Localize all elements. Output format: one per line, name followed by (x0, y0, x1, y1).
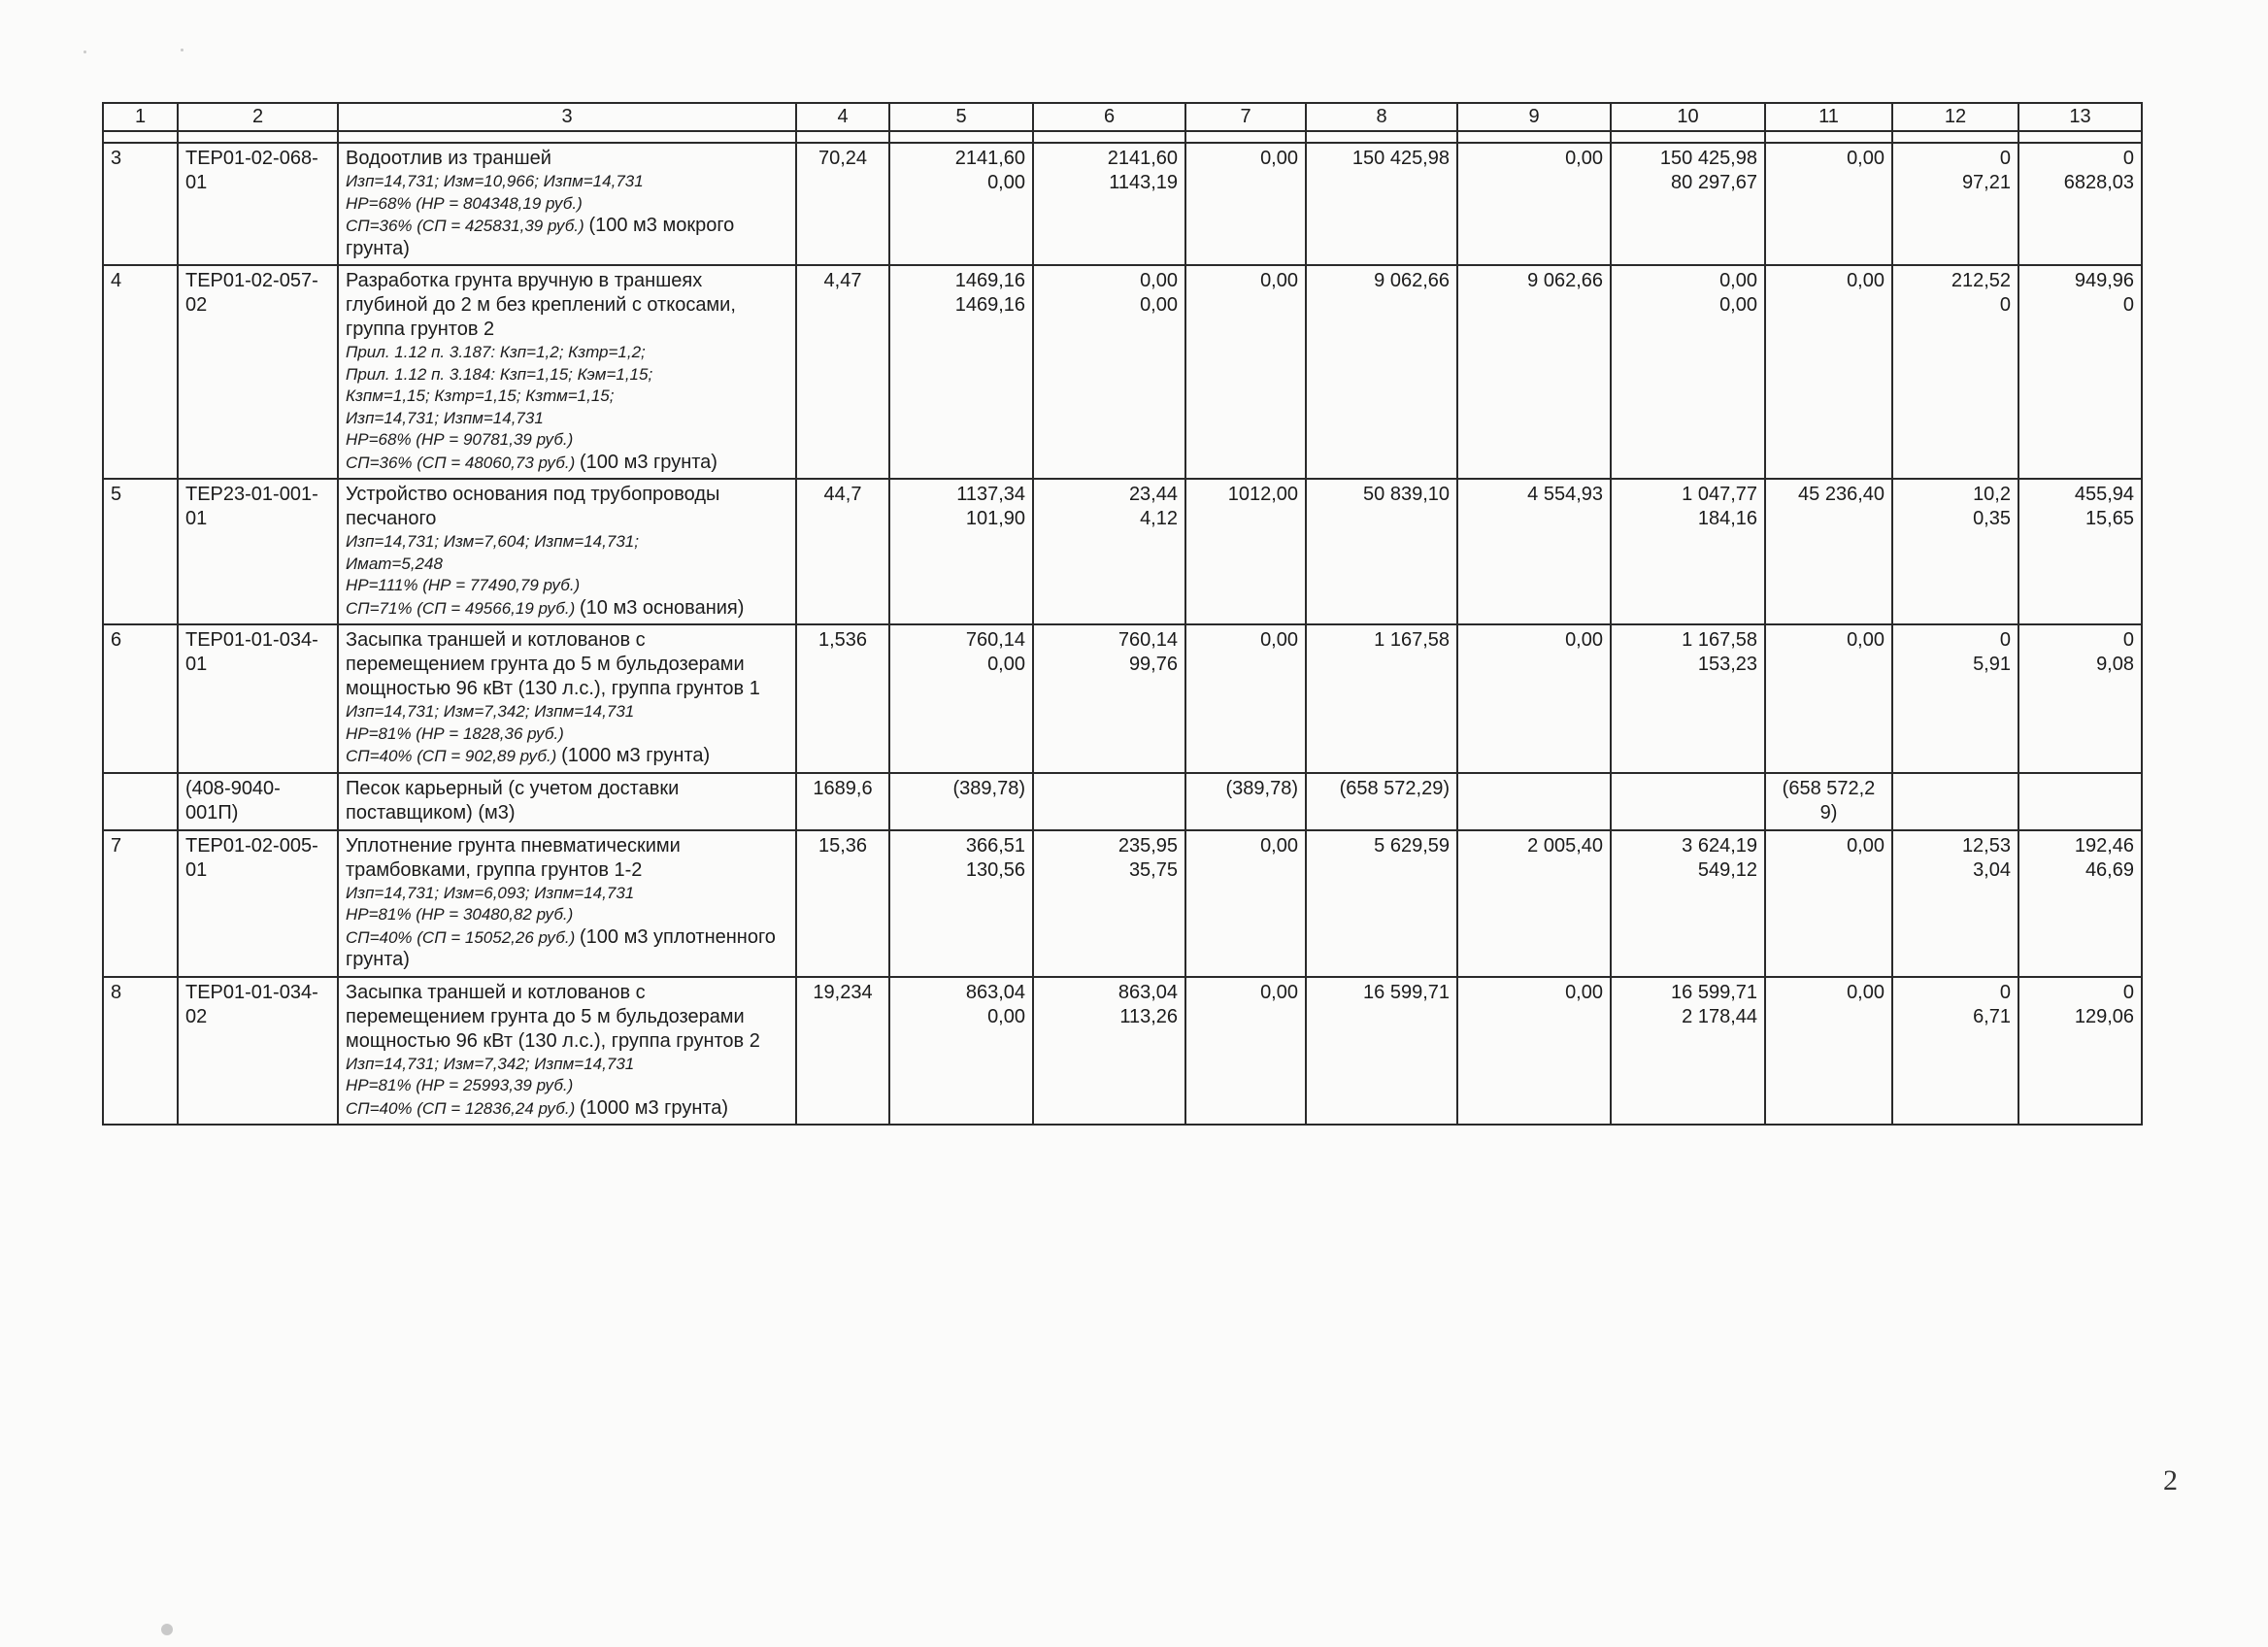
value-line: 99,76 (1128, 654, 1178, 675)
work-description-cell (338, 143, 796, 265)
value-line: 1469,16 (954, 270, 1025, 291)
value-cell-c5 (889, 624, 1033, 773)
value-line: (389,78) (1225, 777, 1298, 799)
value-cell-c9 (1457, 265, 1611, 479)
value-cell-c7 (1185, 977, 1306, 1126)
value-cell-c8 (1306, 830, 1457, 977)
value-line: 5 629,59 (1374, 834, 1450, 857)
work-name: Водоотлив из траншей (346, 148, 551, 169)
value-line: 2 005,40 (1527, 834, 1603, 857)
value-cell-c13 (2018, 479, 2142, 624)
value-line: 46,69 (2085, 858, 2134, 881)
value-line: 1 167,58 (1374, 629, 1450, 651)
column-number-cell: 12 (1892, 103, 2018, 131)
value-cell-c12 (1892, 479, 2018, 624)
work-description-cell (338, 265, 796, 479)
value-line: 9 062,66 (1374, 270, 1450, 291)
value-cell-c11 (1765, 830, 1892, 977)
spacer-cell (1457, 131, 1611, 143)
coefficient-line: НР=81% (НР = 30480,82 руб.) (346, 905, 574, 924)
value-cell-c5 (889, 143, 1033, 265)
value-cell-c13 (2018, 773, 2142, 830)
coefficient-line: Кзпм=1,15; Кзтр=1,15; Кзтм=1,15; (346, 387, 615, 405)
value-line: 50 839,10 (1363, 484, 1450, 505)
value-line: 0,00 (1847, 148, 1884, 169)
coefficient-line: СП=40% (СП = 12836,24 руб.) (1000 м3 грунта) (346, 1096, 729, 1119)
value-line: 153,23 (1697, 654, 1757, 675)
quantity-cell: 4,47 (796, 265, 889, 479)
value-line: 0 (2122, 981, 2134, 1003)
work-name: Песок карьерный (с учетом доставки поставщиком) (м3) (346, 777, 680, 824)
value-cell-c12 (1892, 624, 2018, 773)
value-line: 9 062,66 (1527, 270, 1603, 291)
coefficient-line: Изп=14,731; Изм=7,342; Изпм=14,731 (346, 702, 635, 721)
value-line: 0,00 (1847, 834, 1884, 857)
column-number-cell: 8 (1306, 103, 1457, 131)
value-line: 0,00 (1260, 981, 1298, 1003)
coefficient-line: Изп=14,731; Изм=10,966; Изпм=14,731 (346, 172, 644, 190)
value-line: 16 599,71 (1363, 981, 1450, 1003)
value-line: 0,00 (987, 654, 1025, 675)
measure-unit: (100 м3 мокрого грунта) (346, 215, 735, 259)
value-line: 192,46 (2074, 834, 2134, 857)
row-number-cell (103, 773, 178, 830)
spacer-cell (1185, 131, 1306, 143)
value-cell-c10 (1611, 830, 1765, 977)
value-line: 549,12 (1697, 858, 1757, 881)
value-cell-c13 (2018, 830, 2142, 977)
row-number-cell: 8 (103, 977, 178, 1126)
value-line: 3 624,19 (1682, 834, 1757, 857)
coefficient-line: СП=40% (СП = 15052,26 руб.) (100 м3 уплотненного грунта) (346, 925, 776, 970)
value-cell-c6 (1033, 830, 1185, 977)
column-number-cell: 7 (1185, 103, 1306, 131)
work-name: Засыпка траншей и котлованов с перемещением грунта до 5 м бульдозерами мощностью 96 кВт (130 л.с.), группа грунтов 2 (346, 981, 760, 1052)
value-line: 4,12 (1140, 508, 1178, 529)
work-name: Засыпка траншей и котлованов с перемещением грунта до 5 м бульдозерами мощностью 96 кВт (130 л.с.), группа грунтов 1 (346, 629, 760, 699)
column-number-row (103, 103, 2142, 131)
value-line: 0 (2122, 148, 2134, 169)
value-line: 0,35 (1973, 508, 2011, 529)
quantity-cell: 19,234 (796, 977, 889, 1126)
value-line: 97,21 (1961, 172, 2011, 193)
column-number-cell: 2 (178, 103, 338, 131)
value-line: 949,96 (2074, 270, 2134, 291)
scan-speck (83, 50, 86, 53)
rate-code-cell: ТЕР01-01-034-02 (178, 977, 338, 1126)
quantity-cell: 44,7 (796, 479, 889, 624)
value-line: 9) (1819, 801, 1838, 824)
value-line: 1143,19 (1109, 172, 1178, 193)
value-cell-c12 (1892, 977, 2018, 1126)
quantity-cell: 70,24 (796, 143, 889, 265)
row-number-cell: 7 (103, 830, 178, 977)
coefficient-line: Изп=14,731; Изпм=14,731 (346, 408, 544, 427)
value-cell-c12 (1892, 773, 2018, 830)
value-cell-c9 (1457, 773, 1611, 830)
coefficient-line: НР=111% (НР = 77490,79 руб.) (346, 576, 581, 594)
table-row (103, 773, 2142, 830)
column-number-cell: 3 (338, 103, 796, 131)
quantity-cell: 1689,6 (796, 773, 889, 830)
value-cell-c8 (1306, 773, 1457, 830)
value-line: 1 167,58 (1682, 629, 1757, 651)
spacer-cell (1611, 131, 1765, 143)
work-name: Уплотнение грунта пневматическими трамбовками, группа грунтов 1-2 (346, 834, 681, 881)
value-line: 0,00 (1847, 629, 1884, 651)
value-line: 0 (1999, 148, 2011, 169)
value-line: 1137,34 (956, 484, 1025, 505)
value-cell-c10 (1611, 143, 1765, 265)
coefficient-line: НР=81% (НР = 1828,36 руб.) (346, 723, 564, 743)
value-line: 10,2 (1973, 484, 2011, 505)
coefficient-line: НР=68% (НР = 804348,19 руб.) (346, 193, 583, 213)
value-cell-c5 (889, 830, 1033, 977)
value-line: 16 599,71 (1671, 981, 1757, 1003)
measure-unit: (10 м3 основания) (579, 596, 745, 619)
measure-unit: (100 м3 уплотненного грунта) (346, 925, 776, 970)
value-line: 4 554,93 (1527, 484, 1603, 505)
value-cell-c8 (1306, 977, 1457, 1126)
value-line: 455,94 (2074, 484, 2134, 505)
column-number-cell: 6 (1033, 103, 1185, 131)
value-line: 2141,60 (1107, 148, 1178, 169)
value-cell-c10 (1611, 977, 1765, 1126)
measure-unit: (1000 м3 грунта) (561, 745, 711, 766)
spacer-cell (338, 131, 796, 143)
coefficient-line: СП=36% (СП = 425831,39 руб.) (100 м3 мокрого грунта) (346, 215, 735, 259)
value-line: 9,08 (2096, 654, 2134, 675)
column-number-cell: 11 (1765, 103, 1892, 131)
value-line: 0,00 (1565, 981, 1603, 1003)
value-cell-c13 (2018, 143, 2142, 265)
value-line: 760,14 (965, 629, 1025, 651)
value-cell-c7 (1185, 624, 1306, 773)
value-cell-c13 (2018, 265, 2142, 479)
value-line: 0,00 (1260, 834, 1298, 857)
row-number-cell: 6 (103, 624, 178, 773)
value-line: 1 047,77 (1682, 484, 1757, 505)
value-cell-c7 (1185, 265, 1306, 479)
column-number-cell: 4 (796, 103, 889, 131)
table-row (103, 143, 2142, 265)
spacer-cell (1306, 131, 1457, 143)
value-line: 0 (1999, 981, 2011, 1003)
measure-unit: (100 м3 грунта) (579, 451, 717, 473)
value-line: 113,26 (1119, 1005, 1178, 1027)
estimate-table (102, 102, 2143, 1126)
value-cell-c10 (1611, 773, 1765, 830)
value-line: 0,00 (1847, 981, 1884, 1003)
value-line: 0,00 (1260, 148, 1298, 169)
value-cell-c10 (1611, 624, 1765, 773)
coefficient-line: НР=81% (НР = 25993,39 руб.) (346, 1076, 574, 1094)
value-line: 130,56 (965, 858, 1025, 881)
value-line: 0,00 (1719, 294, 1757, 316)
value-cell-c5 (889, 977, 1033, 1126)
row-number-cell: 3 (103, 143, 178, 265)
value-cell-c8 (1306, 143, 1457, 265)
value-cell-c10 (1611, 479, 1765, 624)
value-cell-c8 (1306, 624, 1457, 773)
value-cell-c10 (1611, 265, 1765, 479)
value-line: (658 572,2 (1782, 777, 1876, 799)
value-line: 0,00 (1260, 629, 1298, 651)
table-row (103, 479, 2142, 624)
value-line: 184,16 (1697, 508, 1757, 529)
value-line: 129,06 (2074, 1005, 2134, 1027)
quantity-cell: 1,536 (796, 624, 889, 773)
spacer-cell (103, 131, 178, 143)
value-line: 1469,16 (954, 294, 1025, 316)
value-cell-c6 (1033, 479, 1185, 624)
value-line: 0 (1999, 294, 2011, 316)
value-cell-c9 (1457, 977, 1611, 1126)
value-line: (658 572,29) (1339, 777, 1450, 799)
value-line: 101,90 (965, 508, 1025, 529)
value-line: (389,78) (952, 777, 1025, 799)
coefficient-line: Изп=14,731; Изм=7,604; Изпм=14,731; (346, 532, 639, 551)
coefficient-line: Изп=14,731; Изм=7,342; Изпм=14,731 (346, 1054, 635, 1073)
value-cell-c9 (1457, 479, 1611, 624)
spacer-cell (1892, 131, 2018, 143)
value-line: 0,00 (1565, 629, 1603, 651)
rate-code-cell: ТЕР01-02-057-02 (178, 265, 338, 479)
value-cell-c9 (1457, 830, 1611, 977)
rate-code-cell: ТЕР23-01-001-01 (178, 479, 338, 624)
value-cell-c11 (1765, 624, 1892, 773)
scan-speck (181, 49, 183, 51)
value-line: 23,44 (1128, 484, 1178, 505)
value-line: 235,95 (1117, 834, 1178, 857)
value-cell-c13 (2018, 624, 2142, 773)
value-line: 863,04 (1117, 981, 1178, 1003)
column-number-cell: 10 (1611, 103, 1765, 131)
spacer-cell (2018, 131, 2142, 143)
value-line: 0,00 (1719, 270, 1757, 291)
value-cell-c7 (1185, 773, 1306, 830)
value-cell-c8 (1306, 479, 1457, 624)
value-cell-c7 (1185, 830, 1306, 977)
value-line: 0 (1999, 629, 2011, 651)
row-number-cell: 5 (103, 479, 178, 624)
value-cell-c12 (1892, 830, 2018, 977)
value-cell-c11 (1765, 773, 1892, 830)
work-description-cell (338, 624, 796, 773)
value-line: 0,00 (987, 172, 1025, 193)
value-line: 1012,00 (1227, 484, 1298, 505)
spacer-cell (1033, 131, 1185, 143)
value-cell-c5 (889, 773, 1033, 830)
rate-code-cell: (408-9040-001П) (178, 773, 338, 830)
quantity-cell: 15,36 (796, 830, 889, 977)
rate-code-cell: ТЕР01-02-005-01 (178, 830, 338, 977)
value-line: 12,53 (1961, 834, 2011, 857)
work-description-cell (338, 830, 796, 977)
value-cell-c11 (1765, 977, 1892, 1126)
work-description-cell (338, 773, 796, 830)
spacer-cell (1765, 131, 1892, 143)
spacer-cell (796, 131, 889, 143)
coefficient-line: СП=40% (СП = 902,89 руб.) (1000 м3 грунта) (346, 745, 711, 766)
work-description-cell (338, 977, 796, 1126)
row-number-cell: 4 (103, 265, 178, 479)
table-row (103, 624, 2142, 773)
value-cell-c9 (1457, 624, 1611, 773)
value-line: 366,51 (965, 834, 1025, 857)
value-line: 0,00 (1847, 270, 1884, 291)
value-line: 2141,60 (954, 148, 1025, 169)
coefficient-line: СП=36% (СП = 48060,73 руб.) (100 м3 грунта) (346, 451, 717, 473)
value-cell-c6 (1033, 143, 1185, 265)
coefficient-line: Изп=14,731; Изм=6,093; Изпм=14,731 (346, 883, 635, 902)
value-cell-c11 (1765, 143, 1892, 265)
rate-code-cell: ТЕР01-02-068-01 (178, 143, 338, 265)
value-cell-c8 (1306, 265, 1457, 479)
value-line: 0,00 (1140, 270, 1178, 291)
value-line: 6828,03 (2063, 172, 2134, 193)
value-line: 0 (2122, 294, 2134, 316)
coefficient-line: Имат=5,248 (346, 554, 443, 573)
value-line: 6,71 (1973, 1005, 2011, 1027)
value-line: 15,65 (2085, 508, 2134, 529)
table-row (103, 265, 2142, 479)
value-line: 760,14 (1117, 629, 1178, 651)
value-line: 45 236,40 (1798, 484, 1884, 505)
value-cell-c11 (1765, 265, 1892, 479)
coefficient-line: НР=68% (НР = 90781,39 руб.) (346, 430, 574, 449)
value-cell-c6 (1033, 773, 1185, 830)
coefficient-line: Прил. 1.12 п. 3.187: Кзп=1,2; Кзтр=1,2; (346, 343, 646, 361)
value-cell-c12 (1892, 265, 2018, 479)
value-line: 80 297,67 (1671, 172, 1757, 193)
scan-speck (161, 1624, 173, 1635)
work-name: Устройство основания под трубопроводы песчаного (346, 484, 720, 529)
value-line: 35,75 (1128, 858, 1178, 881)
table-row (103, 830, 2142, 977)
work-description-cell (338, 479, 796, 624)
value-cell-c6 (1033, 624, 1185, 773)
page-number: 2 (2163, 1464, 2178, 1496)
value-cell-c12 (1892, 143, 2018, 265)
table-row (103, 977, 2142, 1126)
spacer-cell (178, 131, 338, 143)
value-line: 0,00 (1260, 270, 1298, 291)
value-line: 2 178,44 (1682, 1005, 1757, 1027)
value-line: 150 425,98 (1659, 148, 1757, 169)
coefficient-line: Прил. 1.12 п. 3.184: Кзп=1,15; Кэм=1,15; (346, 364, 653, 384)
value-line: 0,00 (987, 1005, 1025, 1027)
column-number-cell: 13 (2018, 103, 2142, 131)
value-cell-c9 (1457, 143, 1611, 265)
spacer-cell (889, 131, 1033, 143)
coefficient-line: СП=71% (СП = 49566,19 руб.) (10 м3 основания) (346, 596, 745, 619)
value-cell-c13 (2018, 977, 2142, 1126)
column-number-cell: 9 (1457, 103, 1611, 131)
value-line: 0,00 (1140, 294, 1178, 316)
value-cell-c11 (1765, 479, 1892, 624)
value-line: 3,04 (1973, 858, 2011, 881)
value-cell-c6 (1033, 265, 1185, 479)
value-cell-c7 (1185, 479, 1306, 624)
value-line: 0,00 (1565, 148, 1603, 169)
column-number-cell: 5 (889, 103, 1033, 131)
value-cell-c7 (1185, 143, 1306, 265)
value-cell-c5 (889, 265, 1033, 479)
value-cell-c6 (1033, 977, 1185, 1126)
value-line: 863,04 (965, 981, 1025, 1003)
header-spacer-row (103, 131, 2142, 143)
column-number-cell: 1 (103, 103, 178, 131)
value-cell-c5 (889, 479, 1033, 624)
measure-unit: (1000 м3 грунта) (579, 1096, 729, 1119)
value-line: 212,52 (1951, 270, 2011, 291)
work-name: Разработка грунта вручную в траншеях глубиной до 2 м без креплений с откосами, группа грунтов 2 (346, 270, 736, 340)
value-line: 0 (2122, 629, 2134, 651)
value-line: 150 425,98 (1351, 148, 1450, 169)
rate-code-cell: ТЕР01-01-034-01 (178, 624, 338, 773)
value-line: 5,91 (1973, 654, 2011, 675)
